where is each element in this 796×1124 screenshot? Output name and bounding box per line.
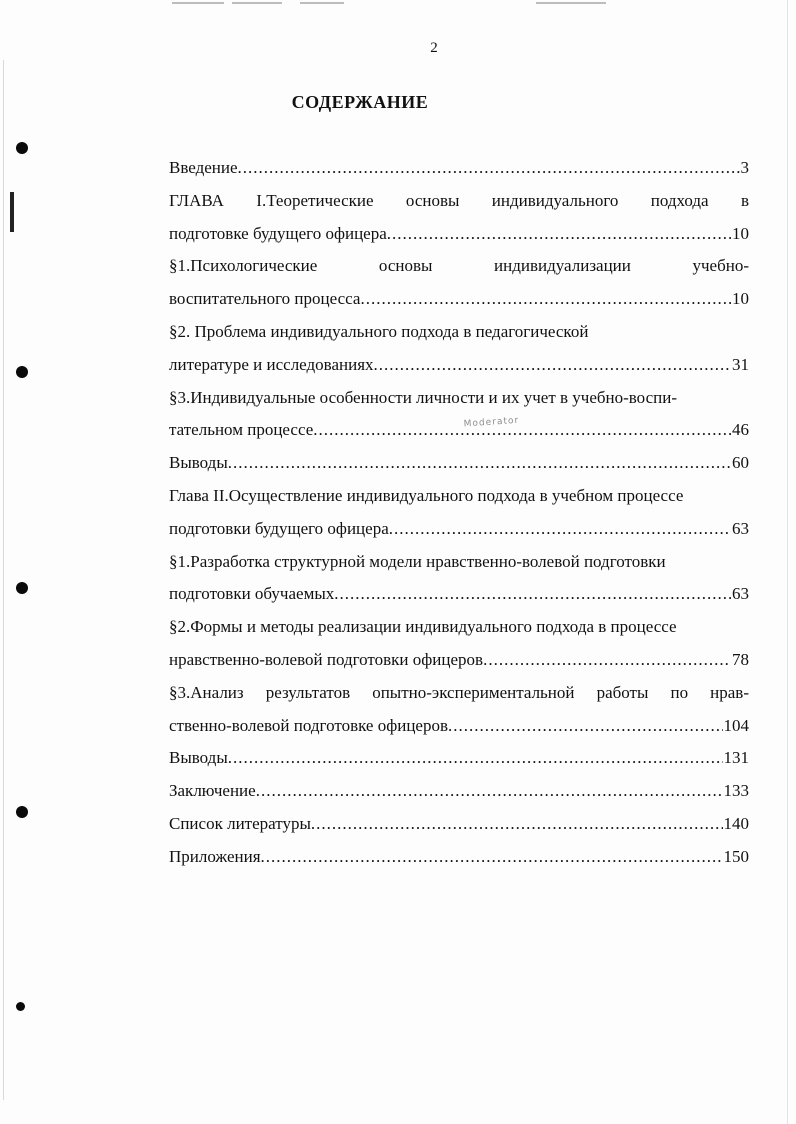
toc-page-number: 140 bbox=[723, 813, 749, 833]
toc-page-number: 60 bbox=[732, 453, 749, 473]
toc-entry-title: Список литературы bbox=[169, 813, 311, 833]
toc-heading-line: §3.Анализ результатов опытно-экспериментальной работы по нрав- bbox=[169, 682, 749, 702]
dot-leader bbox=[448, 710, 722, 743]
toc-entry bbox=[169, 283, 749, 316]
dot-leader bbox=[256, 775, 723, 808]
toc-entry bbox=[169, 710, 749, 743]
punch-hole-icon bbox=[16, 806, 28, 818]
toc-page-number: 131 bbox=[723, 748, 749, 768]
dot-leader bbox=[483, 644, 731, 677]
toc-page-number: 104 bbox=[723, 715, 749, 735]
dot-leader bbox=[387, 218, 731, 251]
toc-entry bbox=[169, 349, 749, 382]
dot-leader bbox=[311, 808, 723, 841]
toc-entry-title: Заключение bbox=[169, 781, 256, 801]
toc-heading-line: §1.Разработка структурной модели нравственно-волевой подготовки bbox=[169, 551, 666, 571]
toc-page-number: 3 bbox=[740, 158, 749, 177]
toc-entry bbox=[169, 644, 749, 677]
toc-entry bbox=[169, 841, 749, 874]
toc-entry bbox=[169, 742, 749, 775]
dot-leader bbox=[313, 414, 731, 447]
toc-heading-line: §2. Проблема индивидуального подхода в педагогической bbox=[169, 321, 589, 341]
punch-hole-icon bbox=[16, 582, 28, 594]
dot-leader bbox=[334, 578, 731, 611]
toc-entry bbox=[169, 513, 749, 546]
scan-edge bbox=[3, 60, 4, 1100]
faint-stamp: Moderator bbox=[463, 415, 520, 430]
toc-entry bbox=[169, 775, 749, 808]
toc-entry-title: воспитательного процесса bbox=[169, 289, 361, 309]
toc-entry bbox=[169, 218, 749, 251]
page-number: 2 bbox=[430, 40, 438, 56]
toc-entry-title: Введение bbox=[169, 158, 238, 177]
punch-hole-icon bbox=[16, 1002, 25, 1011]
dot-leader bbox=[261, 841, 723, 874]
toc-entry bbox=[169, 578, 749, 611]
toc-page-number: 150 bbox=[723, 846, 749, 866]
toc-entry bbox=[169, 808, 749, 841]
scan-artifact bbox=[536, 2, 606, 4]
page-title: СОДЕРЖАНИЕ bbox=[291, 92, 429, 112]
scan-artifact bbox=[172, 2, 224, 4]
toc-page-number: 63 bbox=[732, 518, 749, 538]
scan-artifact bbox=[300, 2, 344, 4]
toc-entry-title: Приложения bbox=[169, 846, 261, 866]
toc-entry-title: тательном процессе bbox=[169, 420, 314, 440]
dot-leader bbox=[228, 742, 723, 775]
toc-entry-title: Выводы bbox=[169, 453, 228, 473]
table-of-contents bbox=[169, 152, 749, 874]
toc-entry-title: подготовки обучаемых bbox=[169, 584, 335, 604]
toc-entry bbox=[169, 152, 749, 185]
dot-leader bbox=[238, 152, 740, 185]
punch-hole-icon bbox=[16, 142, 28, 154]
toc-page-number: 133 bbox=[723, 781, 749, 801]
toc-heading-line: §2.Формы и методы реализации индивидуального подхода в процессе bbox=[169, 617, 677, 637]
toc-page-number: 10 bbox=[732, 223, 749, 243]
dot-leader bbox=[389, 513, 731, 546]
toc-heading-line: Глава II.Осуществление индивидуального подхода в учебном процессе bbox=[169, 485, 684, 505]
toc-entry-title: подготовке будущего офицера bbox=[169, 223, 387, 243]
scan-edge bbox=[787, 0, 788, 1124]
toc-page-number: 63 bbox=[732, 584, 749, 604]
punch-hole-icon bbox=[16, 366, 28, 378]
toc-entry-title: подготовки будущего офицера bbox=[169, 518, 389, 538]
toc-heading-line: ГЛАВА I.Теоретические основы индивидуального подхода в bbox=[169, 190, 749, 210]
toc-heading-line: §1.Психологические основы индивидуализации учебно- bbox=[169, 256, 749, 276]
toc-entry-title: литературе и исследованиях bbox=[169, 354, 374, 374]
toc-page-number: 46 bbox=[732, 420, 749, 440]
dot-leader bbox=[360, 283, 731, 316]
toc-heading-line: §3.Индивидуальные особенности личности и их учет в учебно-воспи- bbox=[169, 387, 678, 407]
scan-artifact bbox=[232, 2, 282, 4]
toc-entry-title: Выводы bbox=[169, 748, 228, 768]
dot-leader bbox=[374, 349, 731, 382]
toc-entry-title: ственно-волевой подготовке офицеров bbox=[169, 715, 449, 735]
toc-page-number: 31 bbox=[732, 354, 749, 374]
toc-page-number: 78 bbox=[732, 649, 749, 669]
dot-leader bbox=[228, 447, 731, 480]
toc-entry-title: нравственно-волевой подготовки офицеров bbox=[169, 649, 484, 669]
toc-entry bbox=[169, 447, 749, 480]
toc-page-number: 10 bbox=[732, 289, 749, 309]
toc-entry bbox=[169, 414, 749, 447]
scan-artifact bbox=[10, 192, 14, 232]
